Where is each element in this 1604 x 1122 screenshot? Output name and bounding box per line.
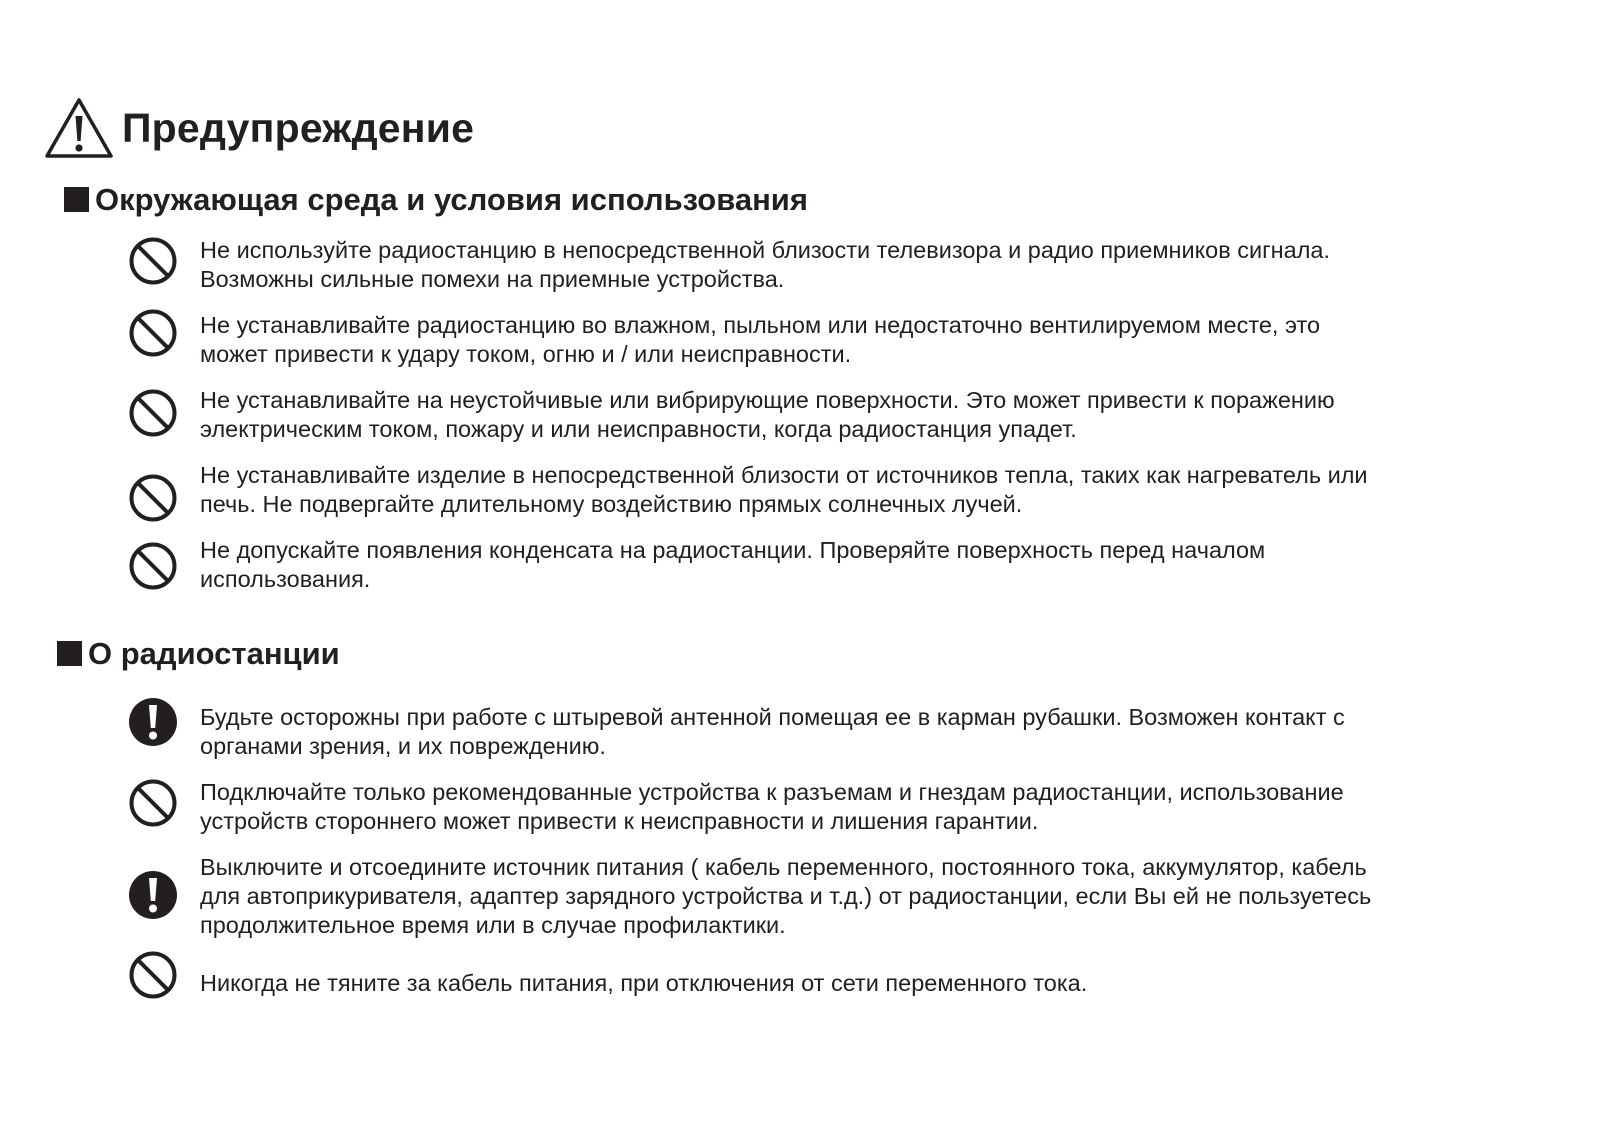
prohibition-icon [128, 236, 178, 286]
prohibition-icon [128, 308, 178, 358]
section-heading-label: Окружающая среда и условия использования [95, 182, 808, 217]
caution-exclamation-icon [128, 697, 178, 747]
section-heading-environment [64, 184, 808, 215]
item-text: Будьте осторожны при работе с штыревой антенной помещая ее в карман рубашки. Возможен контакт с органами зрения, и их повреждению. [200, 704, 1345, 759]
section-heading-about-radio [57, 638, 340, 669]
page-header [44, 96, 474, 160]
item-text: Выключите и отсоедините источник питания ( кабель переменного, постоянного тока, аккумулятор, кабель для автоприкуривателя, адаптер зарядного устройства и т.д.) от радиостанции, если Вы ей не пользуетесь продолжительное время или в случае профилактики. [200, 854, 1372, 938]
prohibition-icon [128, 541, 178, 591]
item-text: Никогда не тяните за кабель питания, при отключения от сети переменного тока. [200, 970, 1088, 996]
item-text: Не устанавливайте изделие в непосредственной близости от источников тепла, таких как нагреватель или печь. Не подвергайте длительному воздействию прямых солнечных лучей. [200, 462, 1368, 517]
item-text: Не используйте радиостанцию в непосредственной близости телевизора и радио приемников сигнала. Возможны сильные помехи на приемные устройства. [200, 237, 1331, 292]
prohibition-icon [128, 388, 178, 438]
prohibition-icon [128, 473, 178, 523]
section-heading-label: О радиостанции [88, 636, 340, 671]
item-text: Не допускайте появления конденсата на радиостанции. Проверяйте поверхность перед началом использования. [200, 537, 1266, 592]
caution-exclamation-icon [128, 870, 178, 920]
section-bullet-square [64, 187, 89, 212]
item-text: Подключайте только рекомендованные устройства к разъемам и гнездам радиостанции, использование устройств стороннего может привести к неисправности и лишения гарантии. [200, 779, 1344, 834]
page-title: Предупреждение [122, 104, 475, 151]
item-text: Не устанавливайте радиостанцию во влажном, пыльном или недостаточно вентилируемом месте, это может привести к удару током, огню и / или неисправности. [200, 312, 1321, 367]
section-bullet-square [57, 641, 82, 666]
warning-triangle-icon [44, 97, 114, 159]
prohibition-icon [128, 778, 178, 828]
item-text: Не устанавливайте на неустойчивые или вибрирующие поверхности. Это может привести к поражению электрическим током, пожару и или неисправности, когда радиостанция упадет. [200, 387, 1335, 442]
prohibition-icon [128, 950, 178, 1000]
